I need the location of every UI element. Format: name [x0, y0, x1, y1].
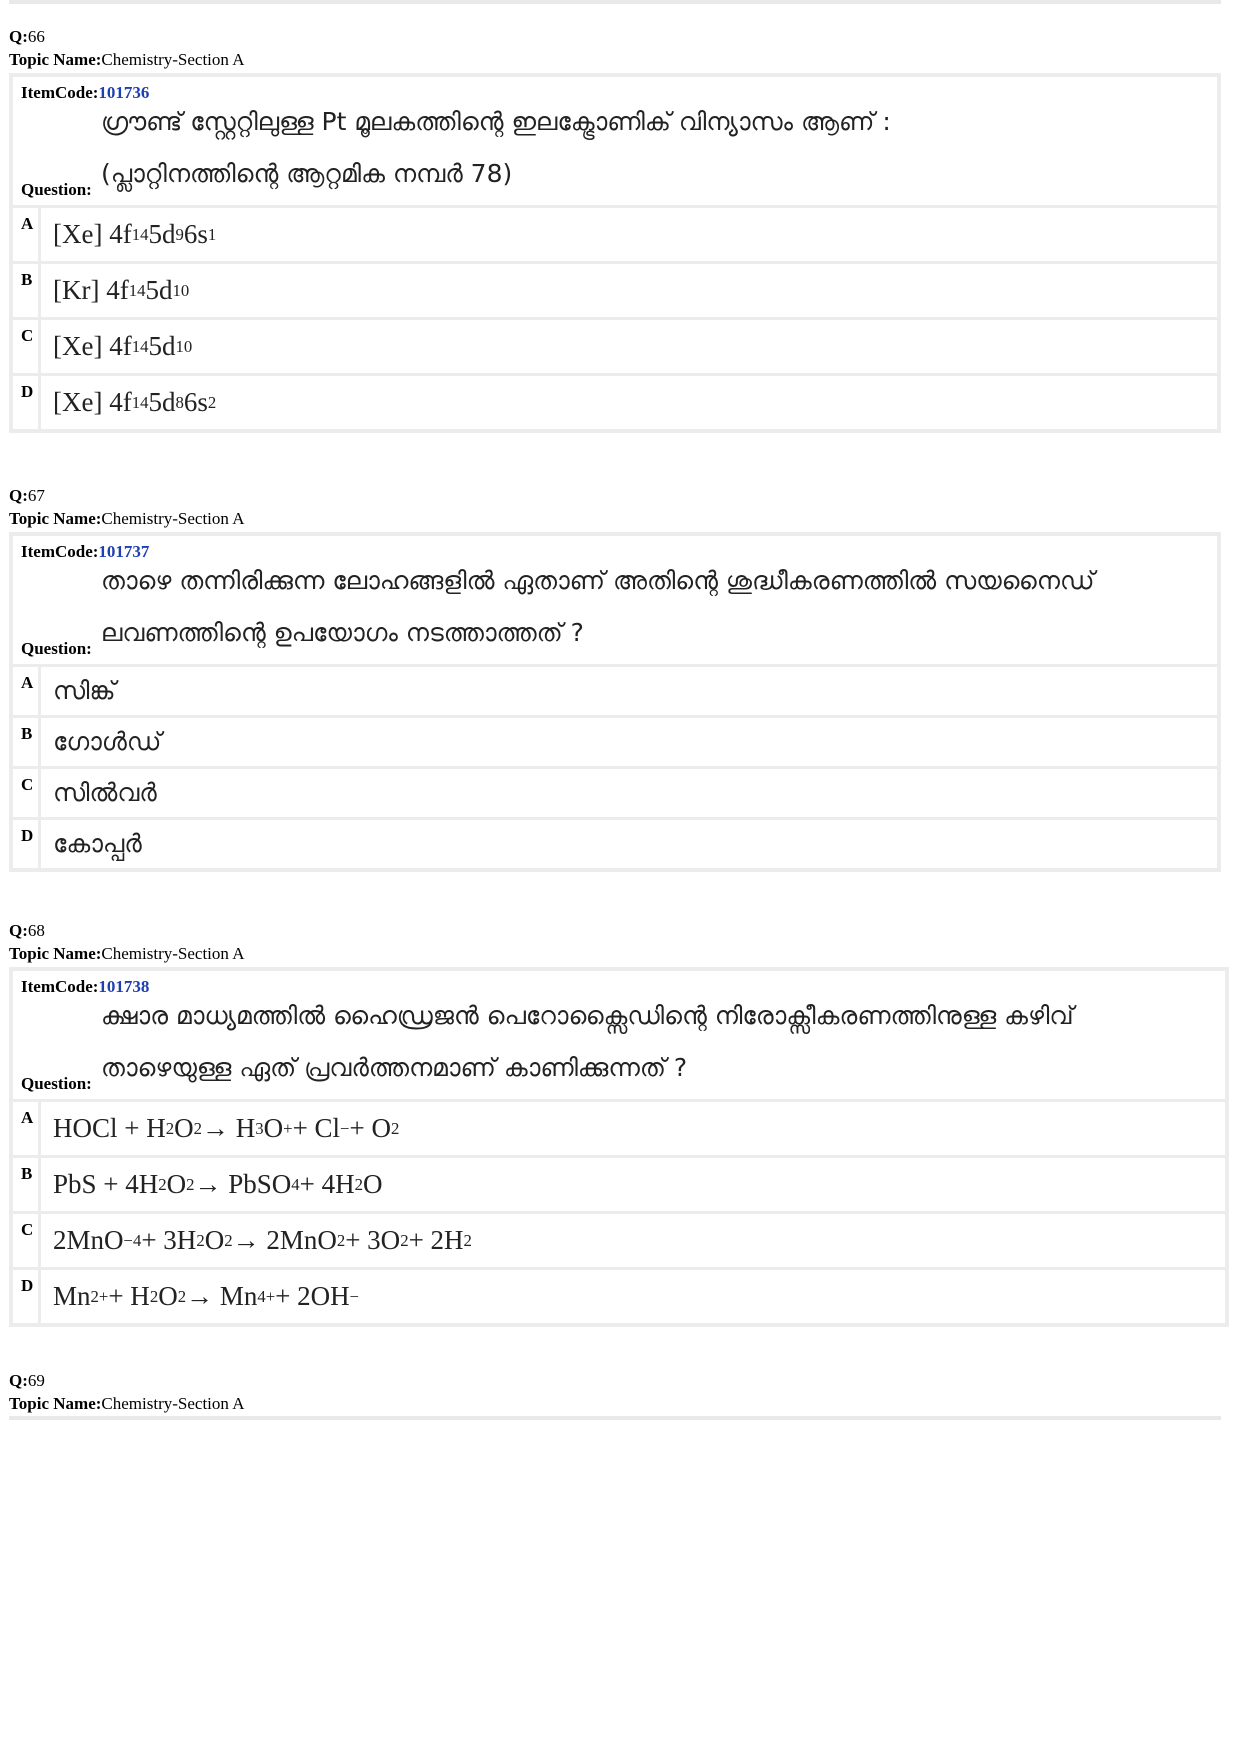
question-text-line1: ക്ഷാര മാധ്യമത്തിൽ ഹൈഡ്രജൻ പെറോക്സൈഡിന്റെ നിരോക്സീകരണത്തിനുള്ള കഴിവ്: [101, 1001, 1074, 1030]
option-d[interactable]: [13, 817, 1217, 868]
option-letter: D: [13, 1270, 41, 1323]
option-letter: A: [13, 208, 41, 261]
question-text-line2: (പ്ലാറ്റിനത്തിന്റെ ആറ്റമിക നമ്പർ 78): [101, 159, 513, 188]
option-text: [Kr] 4f 14 5d 10: [53, 275, 190, 305]
question-block-68: [9, 919, 1229, 1327]
question-card: [9, 73, 1221, 433]
question-number: Q:69: [9, 1371, 45, 1390]
option-letter: D: [13, 376, 41, 429]
option-c[interactable]: [13, 317, 1217, 373]
option-equation: Mn 2+ + H 2 O 2 → Mn 4+ + 2OH −: [53, 1281, 360, 1311]
question-card: [9, 532, 1221, 872]
question-block-67: [9, 484, 1221, 872]
option-text: [Xe] 4f 14 5d 9 6s 1: [53, 219, 217, 249]
question-panel: [13, 77, 1217, 208]
option-a[interactable]: [13, 208, 1217, 261]
option-letter: C: [13, 1214, 41, 1267]
option-equation: PbS + 4H 2 O 2 → PbSO 4 + 4H 2 O: [53, 1169, 383, 1199]
topic-name: Topic Name:Chemistry-Section A: [9, 944, 245, 963]
question-text-line2: താഴെയുള്ള ഏത് പ്രവർത്തനമാണ് കാണിക്കുന്നത് ?: [101, 1053, 688, 1082]
question-text-line1: ഗ്രൗണ്ട് സ്റ്റേറ്റിലുള്ള Pt മൂലകത്തിന്റെ ഇലക്ട്രോണിക് വിന്യാസം ആണ് :: [101, 107, 891, 136]
option-b[interactable]: [13, 715, 1217, 766]
option-letter: B: [13, 1158, 41, 1211]
option-a[interactable]: [13, 667, 1217, 715]
option-letter: C: [13, 320, 41, 373]
topic-name: Topic Name:Chemistry-Section A: [9, 1394, 245, 1413]
option-letter: A: [13, 667, 41, 715]
option-letter: B: [13, 718, 41, 766]
question-number: Q:67: [9, 486, 45, 505]
topic-name: Topic Name:Chemistry-Section A: [9, 509, 245, 528]
question-text-line1: താഴെ തന്നിരിക്കുന്ന ലോഹങ്ങളിൽ ഏതാണ് അതിന്റെ ശുദ്ധീകരണത്തിൽ സയനൈഡ്: [101, 566, 1095, 595]
question-panel: [13, 971, 1225, 1102]
options-list: [13, 667, 1217, 868]
option-letter: D: [13, 820, 41, 868]
option-d[interactable]: [13, 1267, 1225, 1323]
question-panel: [13, 536, 1217, 667]
option-equation: 2MnO −4 + 3H 2 O 2 → 2MnO 2 + 3O 2 + 2H 2: [53, 1225, 472, 1255]
option-text: സിങ്ക്: [53, 676, 116, 705]
question-block-69: [9, 1369, 1221, 1415]
question-card: [9, 967, 1229, 1327]
topic-name: Topic Name:Chemistry-Section A: [9, 50, 245, 69]
option-c[interactable]: [13, 766, 1217, 817]
option-a[interactable]: [13, 1102, 1225, 1155]
option-b[interactable]: [13, 261, 1217, 317]
option-b[interactable]: [13, 1155, 1225, 1211]
bottom-divider: [9, 1416, 1221, 1420]
option-text: [Xe] 4f 14 5d 8 6s 2: [53, 387, 217, 417]
item-code: ItemCode:101738: [21, 977, 150, 996]
option-letter: B: [13, 264, 41, 317]
option-text: കോപ്പർ: [53, 829, 142, 858]
option-text: [Xe] 4f 14 5d 10: [53, 331, 193, 361]
item-code: ItemCode:101736: [21, 83, 150, 102]
question-label: Question:: [21, 1074, 92, 1093]
options-list: [13, 1102, 1225, 1323]
option-c[interactable]: [13, 1211, 1225, 1267]
question-number: Q:66: [9, 27, 45, 46]
option-d[interactable]: [13, 373, 1217, 429]
top-divider: [9, 0, 1221, 4]
option-letter: A: [13, 1102, 41, 1155]
options-list: [13, 208, 1217, 429]
option-text: സിൽവർ: [53, 778, 157, 807]
option-text: ഗോൾഡ്: [53, 727, 162, 756]
option-equation: HOCl + H 2 O 2 → H 3 O + + Cl − + O 2: [53, 1113, 400, 1143]
question-text-line2: ലവണത്തിന്റെ ഉപയോഗം നടത്താത്തത് ?: [101, 618, 584, 647]
option-letter: C: [13, 769, 41, 817]
question-block-66: [9, 25, 1221, 433]
item-code: ItemCode:101737: [21, 542, 150, 561]
question-label: Question:: [21, 639, 92, 658]
question-label: Question:: [21, 180, 92, 199]
question-number: Q:68: [9, 921, 45, 940]
